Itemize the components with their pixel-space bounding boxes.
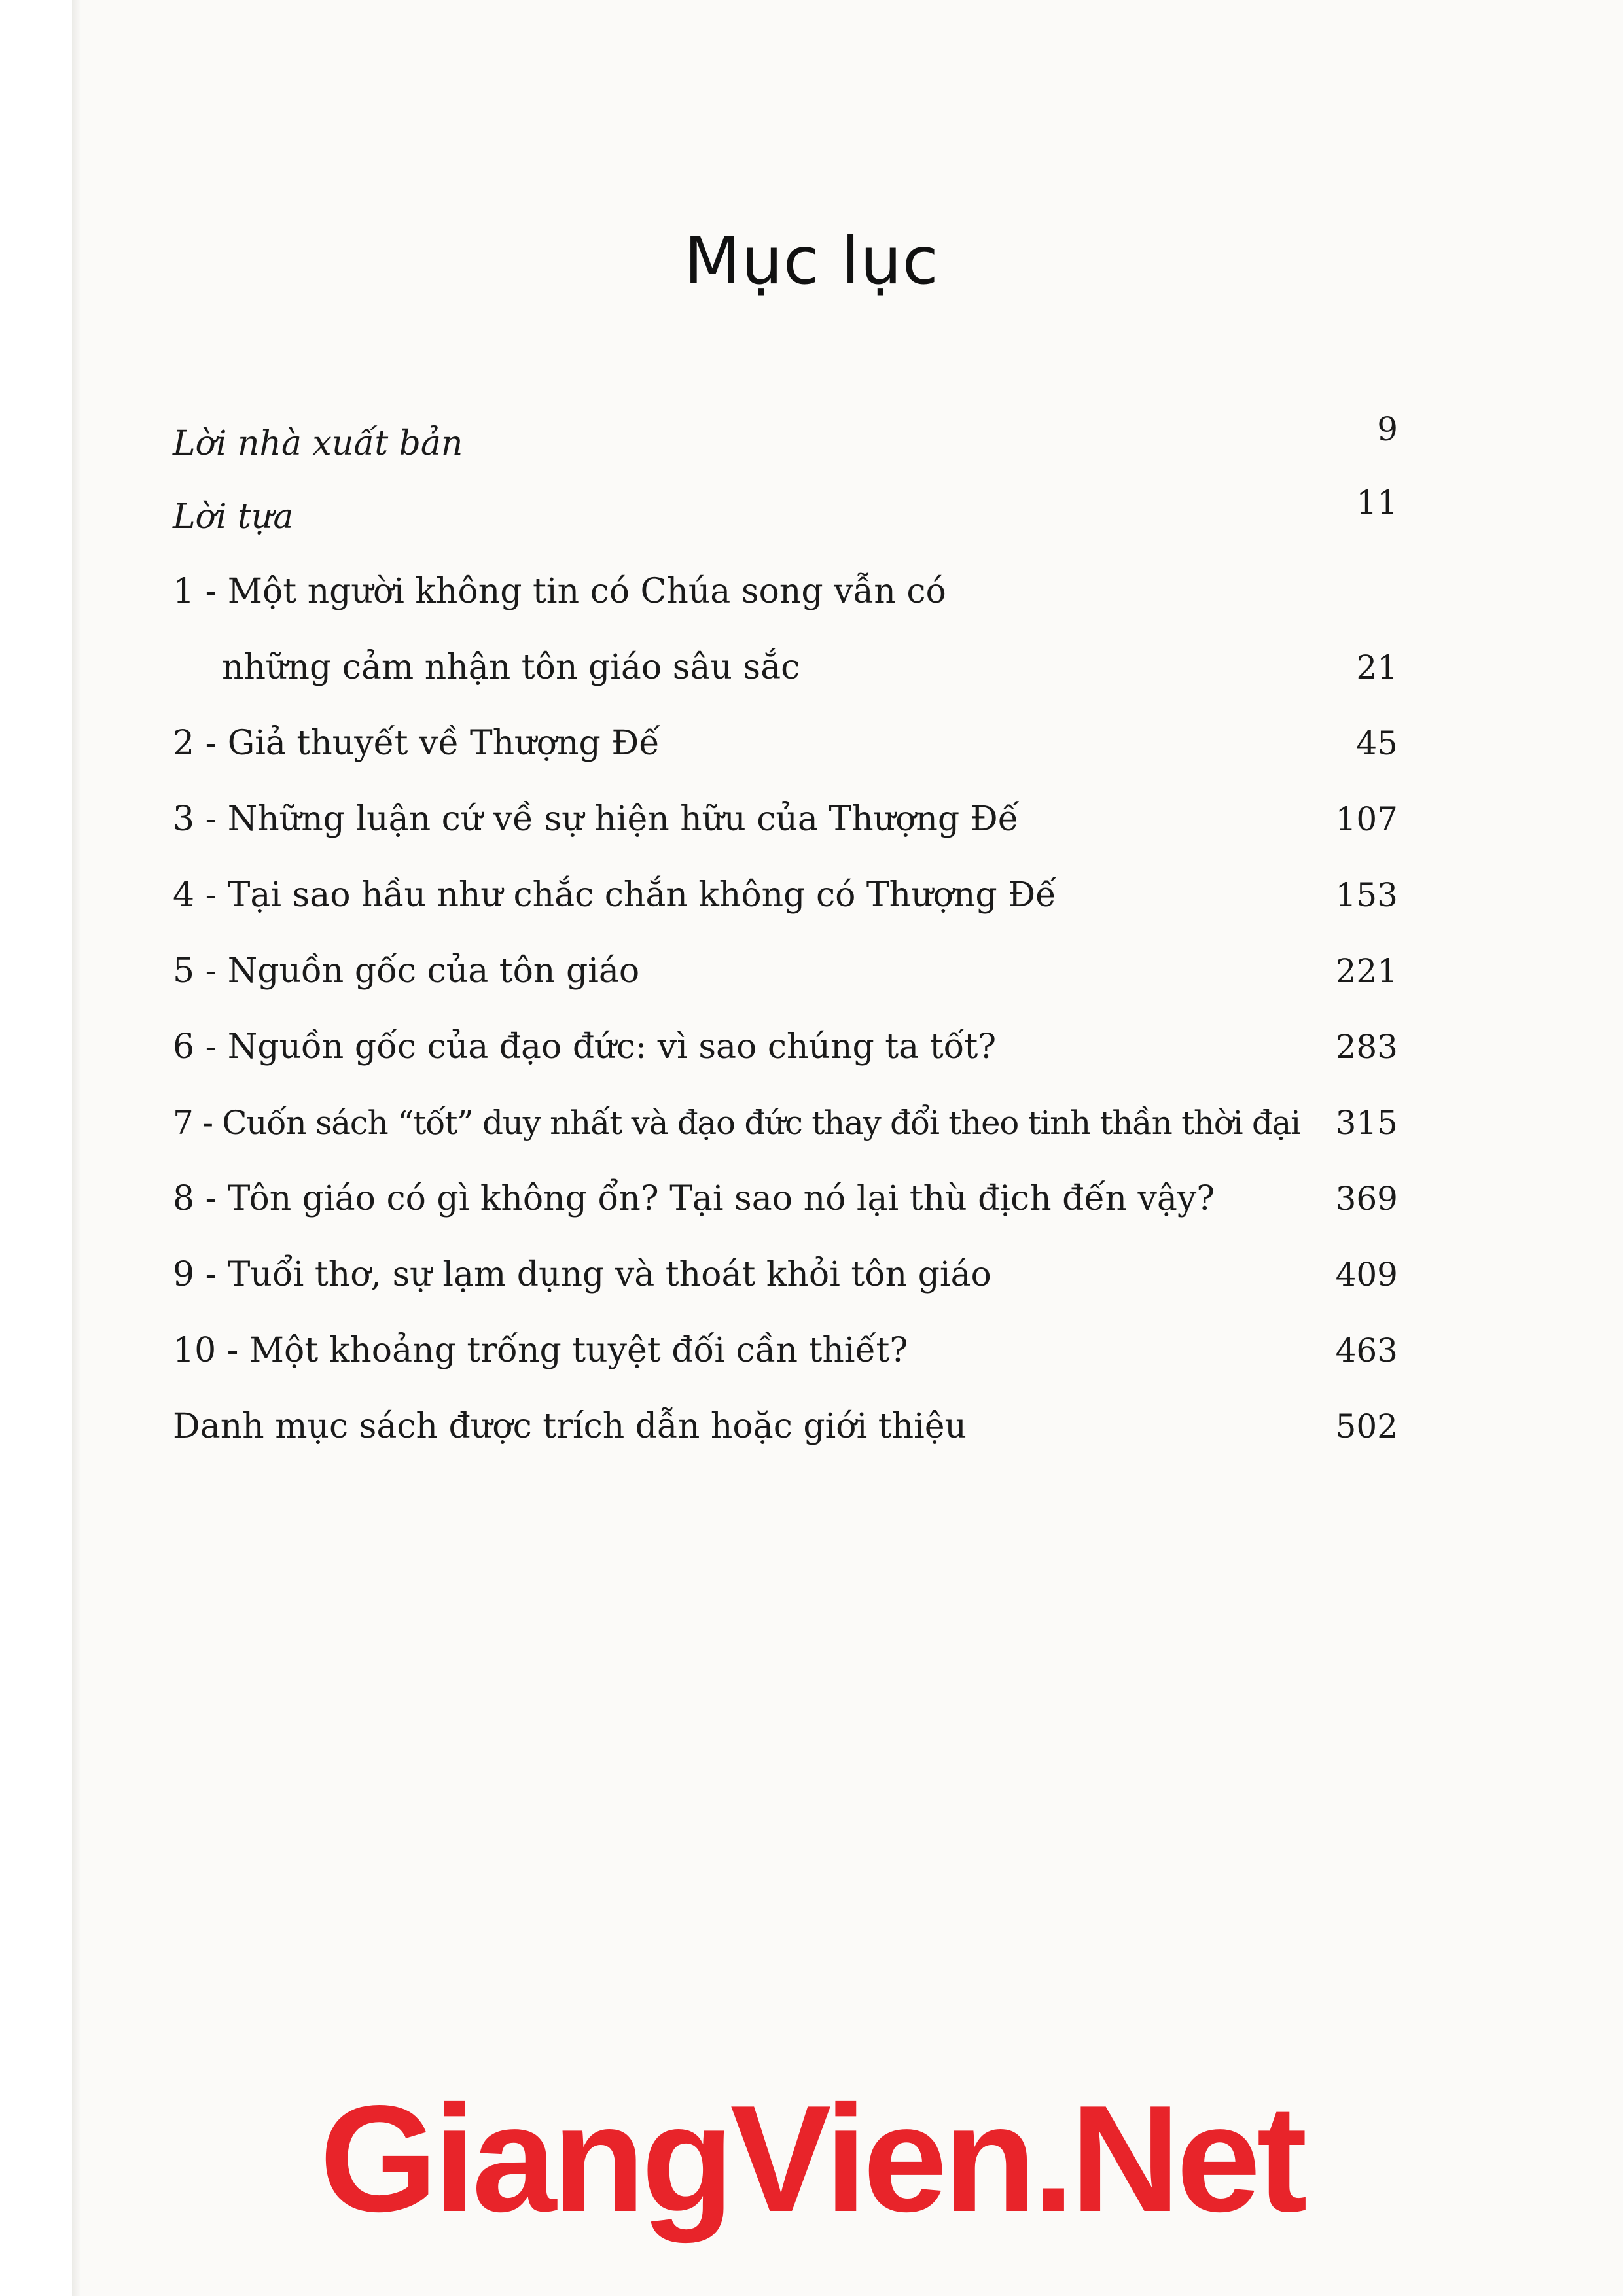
toc-entry-label: 2 - Giả thuyết về Thượng Đế	[173, 724, 660, 763]
toc-entry-page: 21	[1356, 648, 1398, 686]
toc-entry-page: 409	[1335, 1256, 1398, 1294]
toc-entry[interactable]	[173, 864, 1398, 916]
page-paper	[72, 0, 1623, 2296]
toc-entry-page: 107	[1335, 800, 1398, 838]
toc-entry-label-continuation: những cảm nhận tôn giáo sâu sắc	[222, 648, 800, 687]
toc-entry-label: Lời tựa	[173, 497, 294, 537]
toc-entry[interactable]	[173, 1243, 1398, 1296]
page-edge-shadow	[72, 0, 81, 2296]
watermark-text: GiangVien.Net	[319, 2074, 1304, 2244]
toc-entry[interactable]	[173, 788, 1398, 840]
toc-entry-page: 463	[1335, 1332, 1398, 1369]
toc-entry-page: 315	[1335, 1104, 1398, 1142]
toc-entry[interactable]	[173, 1395, 1398, 1447]
toc-entry[interactable]	[173, 1167, 1398, 1220]
toc-entry-page: 11	[1356, 484, 1398, 521]
toc-entry-page: 369	[1335, 1180, 1398, 1218]
toc-entry-page: 221	[1335, 952, 1398, 990]
toc-entry[interactable]	[173, 1016, 1398, 1068]
toc-entry-label: 6 - Nguồn gốc của đạo đức: vì sao chúng ta tốt?	[173, 1027, 997, 1067]
toc-entry-label: 5 - Nguồn gốc của tôn giáo	[173, 951, 640, 991]
toc-entry[interactable]	[173, 712, 1398, 764]
toc-entry[interactable]	[173, 412, 1398, 465]
toc-entry[interactable]	[173, 486, 1398, 538]
toc-entry-label: Lời nhà xuất bản	[173, 424, 463, 463]
toc-entry-label: 8 - Tôn giáo có gì không ổn? Tại sao nó lại thù địch đến vậy?	[173, 1179, 1215, 1218]
toc-entry-label: Danh mục sách được trích dẫn hoặc giới thiệu	[173, 1407, 967, 1446]
toc-entry-label: 7 - Cuốn sách “tốt” duy nhất và đạo đức thay đổi theo tinh thần thời đại	[173, 1104, 1300, 1142]
toc-entry-page: 153	[1335, 876, 1398, 914]
toc-entry-label: 1 - Một người không tin có Chúa song vẫn có	[173, 572, 946, 611]
toc-entry-label: 10 - Một khoảng trống tuyệt đối cần thiết?	[173, 1331, 908, 1370]
toc-entry[interactable]	[173, 1091, 1398, 1144]
toc-entry-label: 3 - Những luận cứ về sự hiện hữu của Thượng Đế	[173, 800, 1019, 839]
toc-entry[interactable]	[173, 560, 1398, 612]
toc-entry-label: 4 - Tại sao hầu như chắc chắn không có Thượng Đế	[173, 875, 1057, 915]
toc-entry-continuation[interactable]	[173, 636, 1398, 688]
toc-entry[interactable]	[173, 940, 1398, 992]
toc-entry-page: 9	[1377, 410, 1398, 448]
toc-entry-label: 9 - Tuổi thơ, sự lạm dụng và thoát khỏi tôn giáo	[173, 1255, 991, 1294]
toc-entry-page: 502	[1335, 1407, 1398, 1445]
toc-entry[interactable]	[173, 1319, 1398, 1371]
page-title: Mục lục	[684, 222, 939, 299]
toc-entry-page: 283	[1335, 1028, 1398, 1066]
toc-entry-page: 45	[1356, 724, 1398, 762]
